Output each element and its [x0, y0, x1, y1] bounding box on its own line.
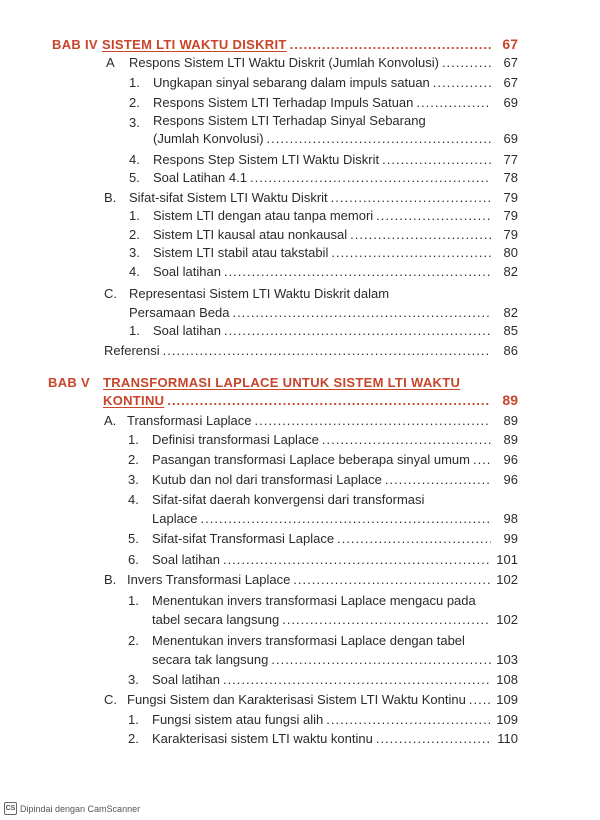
toc-entry-4a[interactable]	[129, 54, 518, 71]
dot-leader	[473, 451, 491, 468]
toc-entry-4a4[interactable]	[153, 151, 518, 168]
entry-page: 96	[503, 472, 518, 487]
toc-entry-5c1[interactable]	[152, 711, 518, 728]
dot-leader	[167, 392, 491, 409]
dot-leader	[433, 74, 491, 91]
entry-page: 69	[503, 131, 518, 146]
dot-leader	[331, 244, 491, 261]
entry-title: Sistem LTI kausal atau nonkausal	[153, 227, 348, 242]
entry-page: 110	[497, 731, 518, 746]
entry-page: 102	[496, 612, 518, 627]
item-number: 2.	[129, 227, 140, 242]
entry-page: 79	[503, 227, 518, 242]
chapter-5-title-line2: KONTINU	[103, 393, 165, 408]
item-number: 4.	[129, 152, 140, 167]
entry-page: 82	[503, 264, 518, 279]
entry-title: Soal latihan	[153, 264, 221, 279]
entry-page: 109	[496, 712, 518, 727]
section-letter: C.	[104, 692, 117, 707]
toc-entry-4a5[interactable]	[153, 169, 518, 186]
camscanner-logo-icon: CS	[4, 802, 17, 815]
toc-entry-4b[interactable]	[129, 189, 518, 206]
toc-entry-5a6[interactable]	[152, 551, 518, 568]
entry-title: Respons Sistem LTI Waktu Diskrit (Jumlah Konvolusi)	[129, 55, 439, 70]
entry-title: Definisi transformasi Laplace	[152, 432, 319, 447]
dot-leader	[232, 304, 491, 321]
dot-leader	[376, 730, 491, 747]
toc-entry-5a[interactable]	[127, 412, 518, 429]
dot-leader	[255, 412, 491, 429]
dot-leader	[382, 151, 491, 168]
entry-page: 80	[503, 245, 518, 260]
dot-leader	[224, 263, 491, 280]
toc-entry-5b1[interactable]	[152, 611, 518, 628]
entry-title-line2: tabel secara langsung	[152, 612, 280, 627]
entry-title-line2: Laplace	[152, 511, 198, 526]
entry-title-line2: Persamaan Beda	[129, 305, 230, 320]
toc-entry-4a2[interactable]	[153, 94, 518, 111]
chapter-4-page: 67	[502, 36, 518, 52]
dot-leader	[326, 711, 491, 728]
item-number: 3.	[128, 472, 139, 487]
entry-page: 78	[503, 170, 518, 185]
dot-leader	[322, 431, 491, 448]
item-number: 1.	[128, 593, 139, 608]
toc-entry-5c2[interactable]	[152, 730, 518, 747]
entry-title: Pasangan transformasi Laplace beberapa sinyal umum	[152, 452, 470, 467]
toc-entry-5b2[interactable]	[152, 651, 518, 668]
section-letter: C.	[104, 286, 117, 301]
entry-title-line2: (Jumlah Konvolusi)	[153, 131, 264, 146]
camscanner-watermark	[4, 802, 140, 815]
dot-leader	[267, 130, 491, 147]
chapter-4-title: SISTEM LTI WAKTU DISKRIT	[102, 37, 287, 52]
section-letter: B.	[104, 190, 117, 205]
dot-leader	[442, 54, 491, 71]
entry-page: 67	[503, 75, 518, 90]
dot-leader	[331, 189, 491, 206]
entry-page: 77	[503, 152, 518, 167]
entry-page: 96	[503, 452, 518, 467]
entry-title: Transformasi Laplace	[127, 413, 252, 428]
toc-entry-5b[interactable]	[127, 571, 518, 588]
toc-entry-4c[interactable]	[129, 304, 518, 321]
toc-entry-5b3[interactable]	[152, 671, 518, 688]
entry-title: Respons Step Sistem LTI Waktu Diskrit	[153, 152, 380, 167]
entry-title-line2: secara tak langsung	[152, 652, 269, 667]
chapter-4-entry[interactable]	[102, 36, 518, 53]
toc-entry-4b1[interactable]	[153, 207, 518, 224]
entry-page: 67	[503, 55, 518, 70]
entry-title-line1[interactable]: Sifat-sifat daerah konvergensi dari transformasi	[152, 492, 425, 507]
section-letter: A	[106, 55, 115, 70]
entry-title: Sifat-sifat Sistem LTI Waktu Diskrit	[129, 190, 328, 205]
dot-leader	[201, 510, 491, 527]
entry-title: Kutub dan nol dari transformasi Laplace	[152, 472, 382, 487]
entry-page: 102	[496, 572, 518, 587]
dot-leader	[376, 207, 491, 224]
entry-title-line1[interactable]: Representasi Sistem LTI Waktu Diskrit dalam	[129, 286, 390, 301]
section-letter: A.	[104, 413, 117, 428]
dot-leader	[163, 342, 491, 359]
entry-page: 82	[503, 305, 518, 320]
item-number: 6.	[128, 552, 139, 567]
dot-leader	[282, 611, 491, 628]
item-number: 3.	[129, 115, 140, 130]
chapter-label-bab-5: BAB V	[48, 375, 90, 390]
item-number: 4.	[128, 492, 139, 507]
chapter-5-entry[interactable]	[103, 392, 518, 409]
item-number: 5.	[128, 531, 139, 546]
entry-title: Soal Latihan 4.1	[153, 170, 247, 185]
item-number: 3.	[129, 245, 140, 260]
chapter-5-title: TRANSFORMASI LAPLACE UNTUK SISTEM LTI WAKTU	[103, 375, 461, 390]
entry-title: Fungsi Sistem dan Karakterisasi Sistem LTI Waktu Kontinu	[127, 692, 466, 707]
entry-page: 98	[503, 511, 518, 526]
entry-title-line1[interactable]: Respons Sistem LTI Terhadap Sinyal Sebarang	[153, 113, 426, 128]
entry-page: 79	[503, 190, 518, 205]
toc-entry-4b2[interactable]	[153, 226, 518, 243]
entry-title: Invers Transformasi Laplace	[127, 572, 291, 587]
chapter-5-page: 89	[502, 392, 518, 408]
toc-entry-5a4[interactable]	[152, 510, 518, 527]
dot-leader	[290, 36, 491, 53]
entry-title: Ungkapan sinyal sebarang dalam impuls satuan	[153, 75, 430, 90]
entry-title-line1[interactable]: Menentukan invers transformasi Laplace mengacu pada	[152, 593, 476, 608]
toc-entry-4b4[interactable]	[153, 263, 518, 280]
item-number: 3.	[128, 672, 139, 687]
entry-title: Fungsi sistem atau fungsi alih	[152, 712, 324, 727]
toc-entry-4a3[interactable]	[153, 130, 518, 147]
item-number: 2.	[128, 731, 139, 746]
entry-page: 86	[503, 343, 518, 358]
dot-leader	[250, 169, 491, 186]
dot-leader	[385, 471, 491, 488]
toc-entry-referensi[interactable]	[104, 342, 518, 359]
dot-leader	[293, 571, 491, 588]
chapter-5-title-line1[interactable]	[103, 374, 460, 391]
entry-title: Soal latihan	[152, 552, 220, 567]
toc-entry-4c1[interactable]	[153, 322, 518, 339]
chapter-label-bab-4: BAB IV	[52, 37, 98, 52]
item-number: 2.	[129, 95, 140, 110]
entry-page: 69	[503, 95, 518, 110]
item-number: 2.	[128, 633, 139, 648]
entry-page: 85	[503, 323, 518, 338]
dot-leader	[469, 691, 491, 708]
toc-entry-4b3[interactable]	[153, 244, 518, 261]
entry-title: Soal latihan	[153, 323, 221, 338]
dot-leader	[350, 226, 491, 243]
entry-page: 79	[503, 208, 518, 223]
entry-title-line1[interactable]: Menentukan invers transformasi Laplace dengan tabel	[152, 633, 465, 648]
entry-title: Sistem LTI stabil atau takstabil	[153, 245, 329, 260]
entry-page: 109	[496, 692, 518, 707]
toc-entry-5a2[interactable]	[152, 451, 518, 468]
entry-title: Sistem LTI dengan atau tanpa memori	[153, 208, 374, 223]
entry-page: 108	[496, 672, 518, 687]
entry-title: Respons Sistem LTI Terhadap Impuls Satuan	[153, 95, 414, 110]
item-number: 4.	[129, 264, 140, 279]
toc-entry-5a5[interactable]	[152, 530, 518, 547]
entry-page: 89	[503, 432, 518, 447]
dot-leader	[337, 530, 491, 547]
entry-page: 89	[503, 413, 518, 428]
entry-title: Karakterisasi sistem LTI waktu kontinu	[152, 731, 373, 746]
toc-entry-4a1[interactable]	[153, 74, 518, 91]
entry-page: 99	[503, 531, 518, 546]
watermark-text: Dipindai dengan CamScanner	[20, 803, 141, 814]
item-number: 1.	[129, 323, 140, 338]
toc-entry-5c[interactable]	[127, 691, 518, 708]
dot-leader	[271, 651, 491, 668]
item-number: 1.	[129, 75, 140, 90]
entry-page: 103	[496, 652, 518, 667]
item-number: 5.	[129, 170, 140, 185]
dot-leader	[224, 322, 491, 339]
item-number: 1.	[129, 208, 140, 223]
toc-entry-5a3[interactable]	[152, 471, 518, 488]
dot-leader	[223, 551, 491, 568]
entry-title: Soal latihan	[152, 672, 220, 687]
dot-leader	[416, 94, 491, 111]
entry-title: Sifat-sifat Transformasi Laplace	[152, 531, 335, 546]
item-number: 1.	[128, 432, 139, 447]
item-number: 1.	[128, 712, 139, 727]
section-letter: B.	[104, 572, 117, 587]
toc-entry-5a1[interactable]	[152, 431, 518, 448]
item-number: 2.	[128, 452, 139, 467]
entry-title: Referensi	[104, 343, 160, 358]
entry-page: 101	[496, 552, 518, 567]
dot-leader	[223, 671, 491, 688]
